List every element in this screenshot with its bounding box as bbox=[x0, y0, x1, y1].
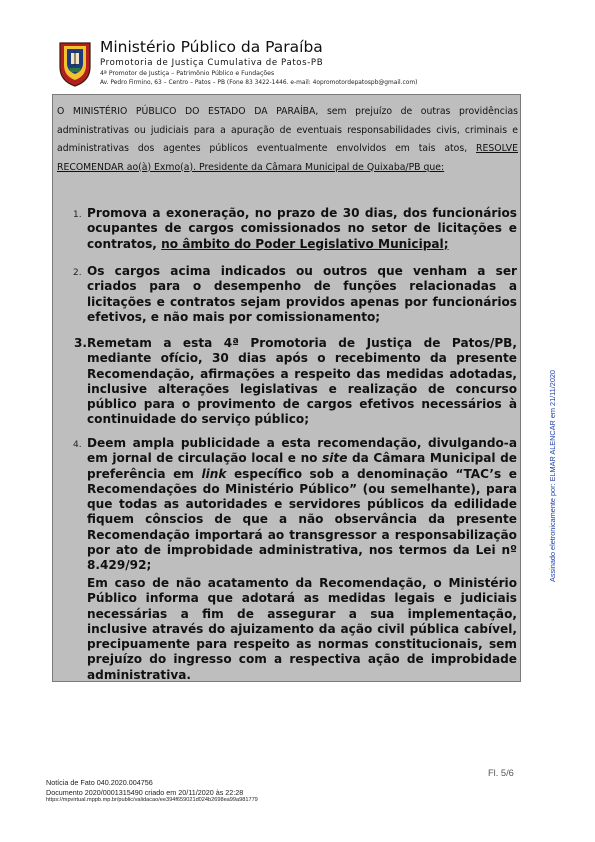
address-line: Av. Pedro Firmino, 63 – Centro – Patos – PB (Fone 83 3422-1446. e-mail: 4opromotordepatospb@gmail.com) bbox=[100, 80, 418, 86]
resolve-recomendar-text: RESOLVE RECOMENDAR ao(à) Exmo(a). Presidente da Câmara Municipal de Quixaba/PB que: bbox=[57, 143, 518, 173]
ministerio-publico-crest-logo bbox=[58, 41, 92, 87]
item-italic-link: link bbox=[201, 466, 227, 481]
footer-validation-url: https://mpvirtual.mppb.mp.br/public/validacao/ee394f659021d024b2698ea99a981779 bbox=[46, 797, 258, 803]
recommendation-item-4 bbox=[87, 436, 517, 574]
item-text: Remetam a esta 4ª Promotoria de Justiça de Patos/PB, mediante ofício, 30 dias após o recebimento da presente Recomendação, afirmações a respeito das medidas adotadas, inclusive alterações legislativas e realização de concurso público para o provimento de cargos efetivos necessários à continuidade do serviço público; bbox=[87, 336, 517, 427]
item-text: da Câmara Municipal de preferência em bbox=[87, 451, 517, 481]
item-number: 1. bbox=[73, 210, 82, 220]
item-italic-site: site bbox=[322, 451, 348, 466]
intro-paragraph bbox=[57, 103, 518, 177]
footer-documento-line: Documento 2020/0001315490 criado em 20/11/2020 às 22:28 bbox=[46, 788, 244, 797]
recommendation-item-3 bbox=[87, 336, 517, 428]
page-number: Fl. 5/6 bbox=[488, 768, 514, 778]
item-number: 3. bbox=[74, 336, 88, 350]
recommendation-item-2 bbox=[87, 264, 517, 325]
item-text: específico sob a denominação “TAC’s e Recomendações do Ministério Público” (ou semelhante), para que todas as autoridades e servidores públicos da edilidade fiquem cônscios de que a não observância da presente Recomendação importará ao transgressor a responsabilização por ato de improbidade administrativa, nos termos da Lei nº 8.429/92; bbox=[87, 466, 517, 573]
promotoria-line: 4ª Promotor de Justiça – Patrimônio Público e Fundações bbox=[100, 70, 275, 77]
item-number: 2. bbox=[73, 268, 82, 278]
electronic-signature-stamp: Assinado eletronicamente por: ELMAR ALENCAR em 21/11/2020 bbox=[548, 370, 557, 582]
item-text: Deem ampla publicidade a esta recomendação, divulgando-a em jornal de circulação local e no bbox=[87, 436, 517, 466]
closing-paragraph: Em caso de não acatamento da Recomendação, o Ministério Público informa que adotará as medidas legais e judiciais necessárias a fim de assegurar a sua implementação, inclusive através do ajuizamento da ação civil pública cabível, precipuamente para respeito as normas constitucionais, sem prejuízo do ingresso com a respectiva ação de improbidade administrativa. bbox=[87, 576, 517, 682]
institution-title: Ministério Público da Paraíba bbox=[100, 38, 323, 56]
item-underlined-text: no âmbito do Poder Legislativo Municipal; bbox=[161, 236, 449, 251]
item-number: 4. bbox=[73, 440, 82, 450]
recommendation-item-1 bbox=[87, 206, 517, 252]
intro-text: O MINISTÉRIO PÚBLICO DO ESTADO DA PARAÍBA, sem prejuízo de outras providências administrativas ou judiciais para a apuração de eventuais responsabilidades civis, criminais e administrativas dos agentes públicos eventualmente envolvidos em tais atos, bbox=[57, 106, 518, 154]
item-text: Promova a exoneração, no prazo de 30 dias, dos funcionários ocupantes de cargos comissionados no setor de licitações e contratos, bbox=[87, 206, 517, 251]
footer-noticia-line: Notícia de Fato 040.2020.004756 bbox=[46, 778, 153, 787]
item-text: Os cargos acima indicados ou outros que venham a ser criados para o desempenho de funções relacionadas a licitações e contratos sejam providos apenas por funcionários efetivos, e não mais por comissionamento; bbox=[87, 264, 517, 324]
institution-subtitle: Promotoria de Justiça Cumulativa de Patos-PB bbox=[100, 58, 324, 68]
